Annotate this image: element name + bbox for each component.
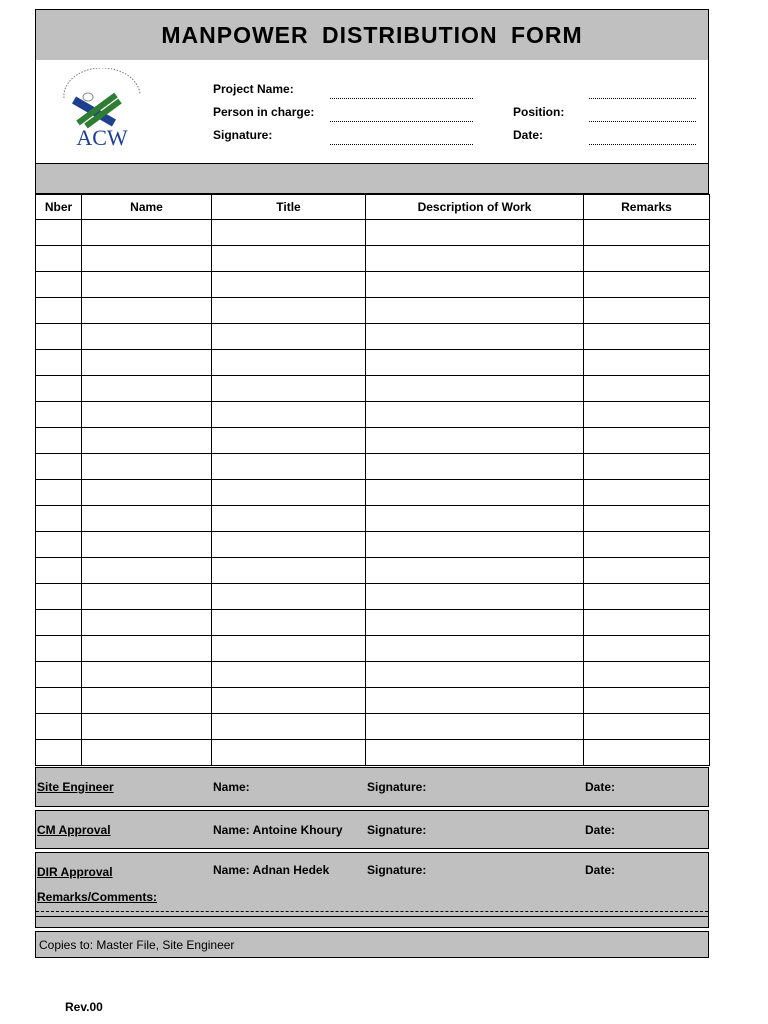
remarks-cell[interactable]: [584, 454, 710, 480]
table-row: [36, 636, 710, 662]
name-cell[interactable]: [82, 714, 212, 740]
remarks-cell[interactable]: [584, 662, 710, 688]
title-cell[interactable]: [212, 324, 366, 350]
manpower-table: [35, 194, 710, 766]
name-cell[interactable]: [82, 272, 212, 298]
table-row: [36, 454, 710, 480]
table-row: [36, 714, 710, 740]
description-cell[interactable]: [366, 636, 584, 662]
description-cell[interactable]: [366, 454, 584, 480]
name-cell[interactable]: [82, 636, 212, 662]
remarks-comments-label: Remarks/Comments:: [37, 890, 158, 904]
table-row: [36, 298, 710, 324]
grey-separator-strip: [35, 164, 709, 194]
description-cell[interactable]: [366, 324, 584, 350]
table-header-row: [36, 195, 710, 220]
table-row: [36, 324, 710, 350]
description-cell[interactable]: [366, 532, 584, 558]
description-cell[interactable]: [366, 298, 584, 324]
table-row: [36, 402, 710, 428]
person-in-charge-field[interactable]: [330, 121, 473, 122]
name-cell[interactable]: [82, 740, 212, 766]
remarks-cell[interactable]: [584, 220, 710, 246]
cm-approval-date-label: Date:: [585, 823, 616, 837]
dir-approval-label: DIR Approval: [37, 865, 113, 879]
nber-cell[interactable]: [36, 324, 82, 350]
title-cell[interactable]: [212, 662, 366, 688]
remarks-cell[interactable]: [584, 610, 710, 636]
name-cell[interactable]: [82, 324, 212, 350]
description-cell[interactable]: [366, 662, 584, 688]
title-cell[interactable]: [212, 480, 366, 506]
remarks-cell[interactable]: [584, 740, 710, 766]
name-cell[interactable]: [82, 246, 212, 272]
dir-approval-name: Name: Adnan Hedek: [213, 863, 330, 877]
nber-cell[interactable]: [36, 740, 82, 766]
nber-cell[interactable]: [36, 246, 82, 272]
nber-cell[interactable]: [36, 506, 82, 532]
remarks-cell[interactable]: [584, 688, 710, 714]
table-row: [36, 610, 710, 636]
name-cell[interactable]: [82, 688, 212, 714]
title-cell[interactable]: [212, 454, 366, 480]
copies-text: Copies to: Master File, Site Engineer: [39, 938, 235, 952]
description-cell[interactable]: [366, 480, 584, 506]
nber-cell[interactable]: [36, 272, 82, 298]
table-row: [36, 532, 710, 558]
nber-cell[interactable]: [36, 298, 82, 324]
remarks-cell[interactable]: [584, 376, 710, 402]
date-label: Date:: [513, 128, 544, 142]
remarks-cell[interactable]: [584, 584, 710, 610]
title-cell[interactable]: [212, 688, 366, 714]
title-cell[interactable]: [212, 610, 366, 636]
remarks-cell[interactable]: [584, 714, 710, 740]
remarks-cell[interactable]: [584, 506, 710, 532]
project-name-label: Project Name:: [213, 82, 294, 96]
description-cell[interactable]: [366, 558, 584, 584]
title-cell[interactable]: [212, 584, 366, 610]
description-cell[interactable]: [366, 610, 584, 636]
site-engineer-label: Site Engineer: [37, 780, 114, 794]
description-cell[interactable]: [366, 688, 584, 714]
nber-cell[interactable]: [36, 402, 82, 428]
person-in-charge-label: Person in charge:: [213, 105, 315, 119]
table-row: [36, 246, 710, 272]
nber-cell[interactable]: [36, 532, 82, 558]
table-row: [36, 220, 710, 246]
title-cell[interactable]: [212, 532, 366, 558]
dir-approval-signature-label: Signature:: [367, 863, 427, 877]
signature-label: Signature:: [213, 128, 273, 142]
name-cell[interactable]: [82, 350, 212, 376]
description-cell[interactable]: [366, 740, 584, 766]
table-row: [36, 688, 710, 714]
nber-cell[interactable]: [36, 662, 82, 688]
title-cell[interactable]: [212, 402, 366, 428]
description-cell[interactable]: [366, 350, 584, 376]
description-cell[interactable]: [366, 428, 584, 454]
column-header-name: Name: [82, 195, 212, 220]
revision-label: Rev.00: [65, 1000, 103, 1014]
name-cell[interactable]: [82, 298, 212, 324]
title-cell[interactable]: [212, 298, 366, 324]
position-field[interactable]: [589, 121, 696, 122]
logo-text: ACW: [76, 125, 128, 148]
cm-approval-signature-label: Signature:: [367, 823, 427, 837]
table-row: [36, 662, 710, 688]
table-row: [36, 740, 710, 766]
top-right-field[interactable]: [589, 98, 696, 99]
nber-cell[interactable]: [36, 220, 82, 246]
site-engineer-date-label: Date:: [585, 780, 616, 794]
copies-box: [35, 931, 709, 958]
title-cell[interactable]: [212, 220, 366, 246]
form-title-bar: [35, 9, 709, 61]
table-row: [36, 480, 710, 506]
remarks-cell[interactable]: [584, 402, 710, 428]
table-row: [36, 558, 710, 584]
cm-approval-name: Name: Antoine Khoury: [213, 823, 343, 837]
name-cell[interactable]: [82, 558, 212, 584]
column-header-remarks: Remarks: [584, 195, 710, 220]
name-cell[interactable]: [82, 610, 212, 636]
dir-approval-box: [35, 852, 709, 928]
description-cell[interactable]: [366, 272, 584, 298]
title-cell[interactable]: [212, 376, 366, 402]
remarks-line-lower: [36, 916, 708, 917]
name-cell[interactable]: [82, 428, 212, 454]
remarks-cell[interactable]: [584, 480, 710, 506]
acw-logo: [58, 68, 148, 148]
form-header: [35, 60, 709, 164]
nber-cell[interactable]: [36, 376, 82, 402]
title-cell[interactable]: [212, 636, 366, 662]
table-row: [36, 584, 710, 610]
remarks-cell[interactable]: [584, 636, 710, 662]
nber-cell[interactable]: [36, 428, 82, 454]
description-cell[interactable]: [366, 506, 584, 532]
project-name-field[interactable]: [330, 98, 473, 99]
nber-cell[interactable]: [36, 688, 82, 714]
description-cell[interactable]: [366, 584, 584, 610]
remarks-cell[interactable]: [584, 558, 710, 584]
name-cell[interactable]: [82, 506, 212, 532]
site-engineer-signature-label: Signature:: [367, 780, 427, 794]
title-cell[interactable]: [212, 558, 366, 584]
table-row: [36, 376, 710, 402]
nber-cell[interactable]: [36, 454, 82, 480]
title-cell[interactable]: [212, 740, 366, 766]
nber-cell[interactable]: [36, 610, 82, 636]
name-cell[interactable]: [82, 584, 212, 610]
date-field[interactable]: [589, 144, 696, 145]
title-cell[interactable]: [212, 714, 366, 740]
name-cell[interactable]: [82, 662, 212, 688]
title-cell[interactable]: [212, 246, 366, 272]
remarks-cell[interactable]: [584, 350, 710, 376]
nber-cell[interactable]: [36, 636, 82, 662]
cm-approval-box: [35, 810, 709, 849]
site-engineer-name-label: Name:: [213, 780, 250, 794]
description-cell[interactable]: [366, 376, 584, 402]
name-cell[interactable]: [82, 454, 212, 480]
title-cell[interactable]: [212, 506, 366, 532]
description-cell[interactable]: [366, 402, 584, 428]
description-cell[interactable]: [366, 714, 584, 740]
dir-approval-date-label: Date:: [585, 863, 616, 877]
signature-field[interactable]: [330, 144, 473, 145]
nber-cell[interactable]: [36, 714, 82, 740]
table-row: [36, 428, 710, 454]
table-row: [36, 350, 710, 376]
name-cell[interactable]: [82, 480, 212, 506]
name-cell[interactable]: [82, 376, 212, 402]
position-label: Position:: [513, 105, 565, 119]
name-cell[interactable]: [82, 402, 212, 428]
remarks-cell[interactable]: [584, 298, 710, 324]
title-cell[interactable]: [212, 350, 366, 376]
column-header-nber: Nber: [36, 195, 82, 220]
nber-cell[interactable]: [36, 584, 82, 610]
form-title: MANPOWER DISTRIBUTION FORM: [161, 21, 583, 48]
remarks-cell[interactable]: [584, 246, 710, 272]
table-row: [36, 506, 710, 532]
title-cell[interactable]: [212, 272, 366, 298]
remarks-cell[interactable]: [584, 324, 710, 350]
name-cell[interactable]: [82, 220, 212, 246]
description-cell[interactable]: [366, 220, 584, 246]
nber-cell[interactable]: [36, 558, 82, 584]
remarks-cell[interactable]: [584, 532, 710, 558]
nber-cell[interactable]: [36, 350, 82, 376]
table-body: [36, 220, 710, 766]
cm-approval-label: CM Approval: [37, 823, 111, 837]
site-engineer-box: [35, 767, 709, 807]
column-header-description: Description of Work: [366, 195, 584, 220]
description-cell[interactable]: [366, 246, 584, 272]
table-row: [36, 272, 710, 298]
remarks-cell[interactable]: [584, 428, 710, 454]
nber-cell[interactable]: [36, 480, 82, 506]
remarks-cell[interactable]: [584, 272, 710, 298]
title-cell[interactable]: [212, 428, 366, 454]
remarks-line[interactable]: [36, 911, 708, 912]
name-cell[interactable]: [82, 532, 212, 558]
column-header-title: Title: [212, 195, 366, 220]
